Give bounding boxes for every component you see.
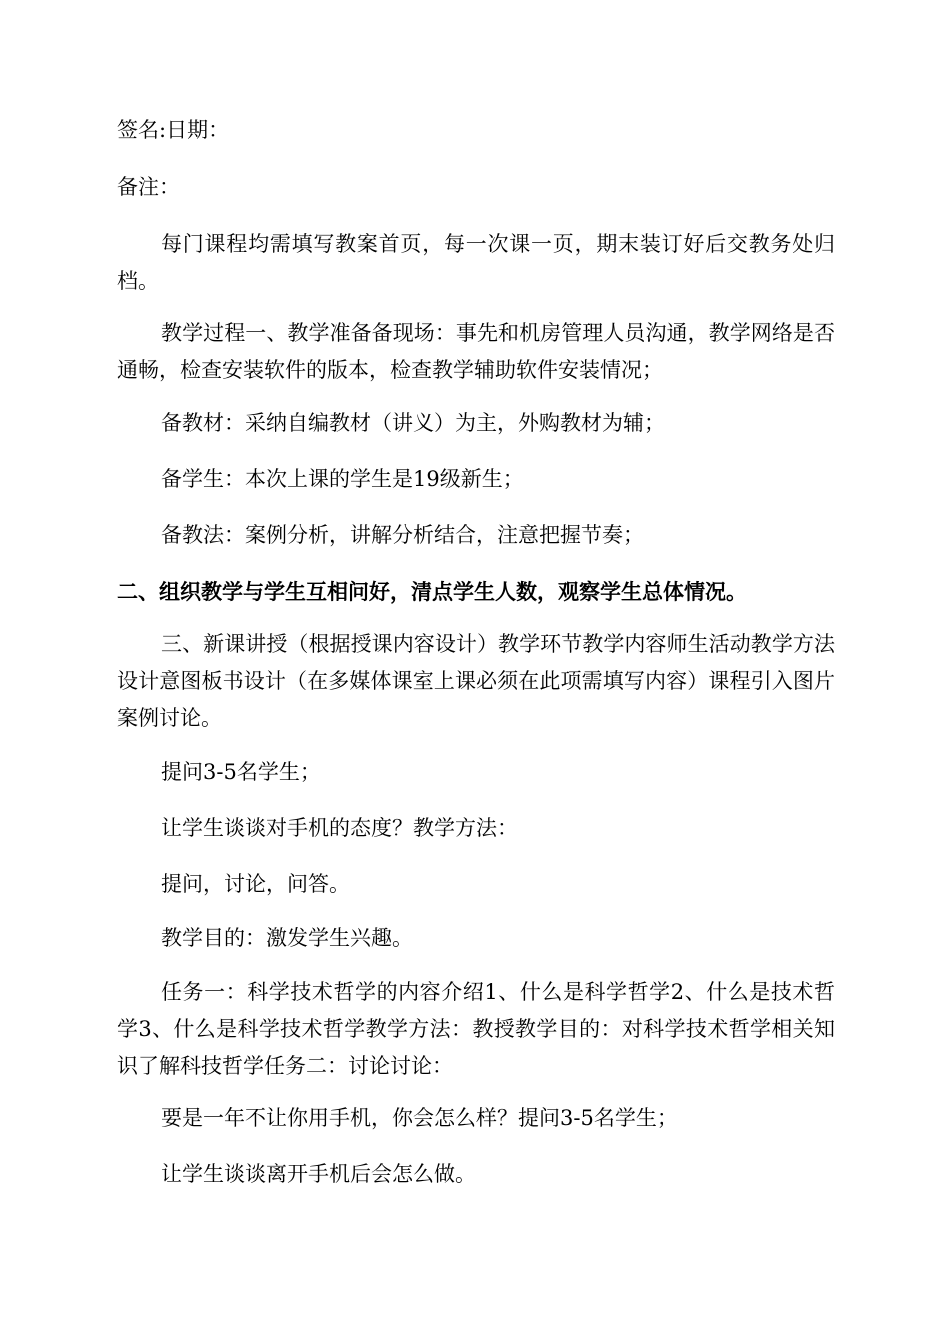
paragraph-prepare-materials: 备教材：采纳自编教材（讲义）为主，外购教材为辅； xyxy=(161,411,665,435)
paragraph-phone-attitude: 让学生谈谈对手机的态度？教学方法： xyxy=(161,816,518,840)
section-heading-organize-teaching: 二、组织教学与学生互相问好，清点学生人数，观察学生总体情况。 xyxy=(117,579,747,604)
paragraph-prepare-students: 备学生：本次上课的学生是19级新生； xyxy=(161,467,524,491)
paragraph-question-students: 提问3-5名学生； xyxy=(161,760,321,784)
paragraph-teaching-preparation: 教学过程一、教学准备备现场：事先和机房管理人员沟通，教学网络是否通畅，检查安装软件的版本，检查教学辅助软件安装情况； xyxy=(117,321,835,382)
paragraph-prepare-methods: 备教法：案例分析，讲解分析结合，注意把握节奏； xyxy=(161,523,644,547)
paragraph-after-phone: 让学生谈谈离开手机后会怎么做。 xyxy=(161,1162,476,1186)
paragraph-task-one: 任务一：科学技术哲学的内容介绍1、什么是科学哲学2、什么是技术哲学3、什么是科学技术哲学教学方法：教授教学目的：对科学技术哲学相关知识了解科技哲学任务二：讨论讨论： xyxy=(117,980,835,1078)
paragraph-new-lesson: 三、新课讲授（根据授课内容设计）教学环节教学内容师生活动教学方法设计意图板书设计（在多媒体课室上课必须在此项需填写内容）课程引入图片案例讨论。 xyxy=(117,632,835,730)
paragraph-teaching-goal: 教学目的：激发学生兴趣。 xyxy=(161,926,413,950)
paragraph-course-filing: 每门课程均需填写教案首页，每一次课一页，期末装订好后交教务处归档。 xyxy=(117,232,835,293)
paragraph-no-phone-question: 要是一年不让你用手机，你会怎么样？提问3-5名学生； xyxy=(161,1106,678,1130)
paragraph-methods-list: 提问，讨论，问答。 xyxy=(161,872,350,896)
remarks-label: 备注： xyxy=(117,175,180,199)
signature-date-line: 签名:日期： xyxy=(117,118,230,142)
